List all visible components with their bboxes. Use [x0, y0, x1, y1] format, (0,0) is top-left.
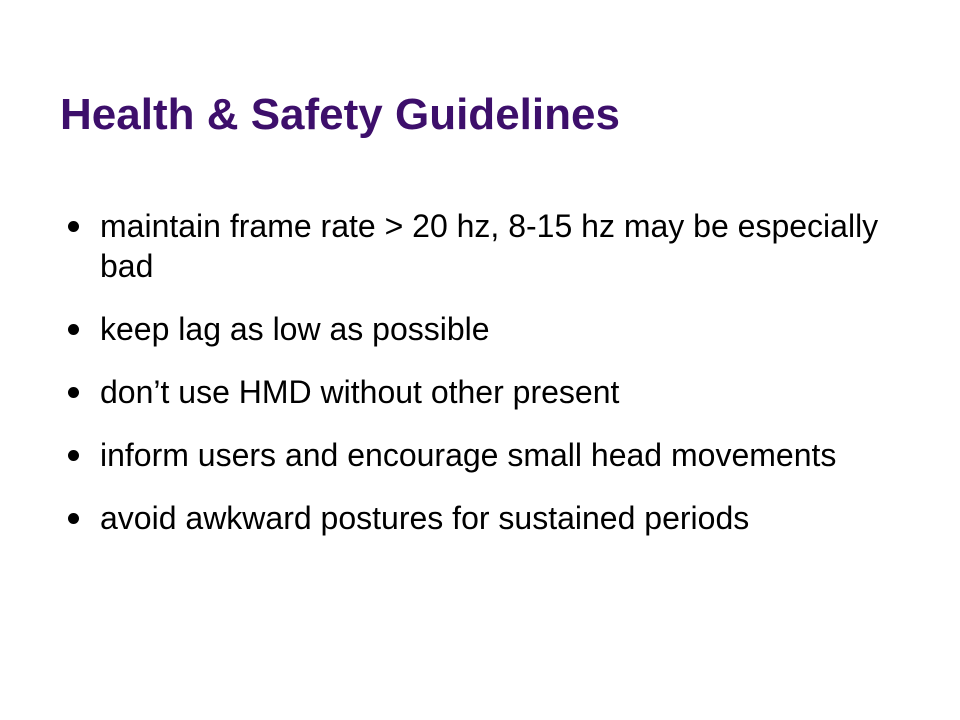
slide-title: Health & Safety Guidelines [60, 90, 620, 139]
bullet-text: avoid awkward postures for sustained periods [100, 500, 750, 536]
bullet-item [60, 206, 880, 286]
bullet-item [60, 372, 880, 412]
bullet-item [60, 309, 880, 349]
bullet-dot-icon [68, 450, 79, 461]
bullet-text: inform users and encourage small head movements [100, 437, 837, 473]
bullet-dot-icon [68, 513, 79, 524]
bullet-dot-icon [68, 387, 79, 398]
bullet-dot-icon [68, 324, 79, 335]
bullet-dot-icon [68, 221, 79, 232]
bullet-text: don’t use HMD without other present [100, 374, 620, 410]
bullet-text: keep lag as low as possible [100, 311, 490, 347]
bullet-list [60, 206, 880, 561]
bullet-item [60, 435, 880, 475]
bullet-item [60, 498, 880, 538]
bullet-text: maintain frame rate > 20 hz, 8-15 hz may be especially bad [100, 208, 879, 284]
